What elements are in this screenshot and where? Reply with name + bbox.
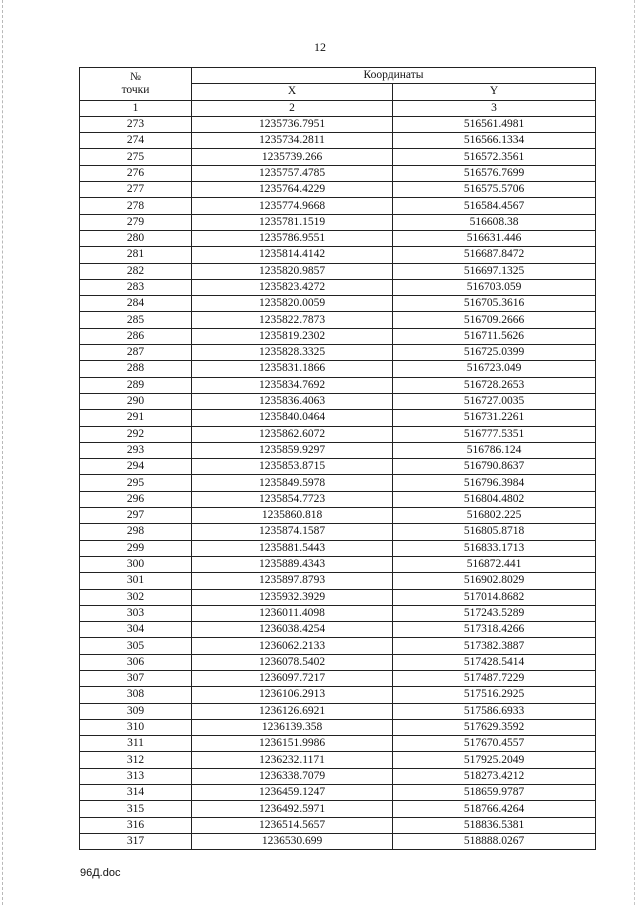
table-row (80, 230, 596, 246)
y-coordinate-cell: 516805.8718 (393, 524, 596, 540)
scan-edge-right (634, 0, 636, 905)
table-row (80, 279, 596, 295)
point-number-cell: 315 (80, 801, 192, 817)
point-number-cell: 294 (80, 459, 192, 475)
y-coordinate-cell: 516872.441 (393, 556, 596, 572)
table-row (80, 817, 596, 833)
table-row (80, 833, 596, 849)
point-number-cell: 299 (80, 540, 192, 556)
x-coordinate-cell: 1236492.5971 (192, 801, 393, 817)
point-number-cell: 286 (80, 328, 192, 344)
y-coordinate-cell: 516687.8472 (393, 247, 596, 263)
point-number-cell: 301 (80, 573, 192, 589)
coordinates-header: Координаты (192, 68, 596, 84)
table-row (80, 214, 596, 230)
y-coordinate-cell: 516709.2666 (393, 312, 596, 328)
y-coordinate-cell: 516572.3561 (393, 149, 596, 165)
y-header: Y (393, 84, 596, 100)
point-number-cell: 300 (80, 556, 192, 572)
y-coordinate-cell: 516705.3616 (393, 296, 596, 312)
x-coordinate-cell: 1236459.1247 (192, 785, 393, 801)
point-number-cell: 290 (80, 393, 192, 409)
x-coordinate-cell: 1236062.2133 (192, 638, 393, 654)
y-coordinate-cell: 517586.6933 (393, 703, 596, 719)
y-coordinate-cell: 517487.7229 (393, 670, 596, 686)
y-coordinate-cell: 516723.049 (393, 361, 596, 377)
table-row (80, 345, 596, 361)
x-coordinate-cell: 1235757.4785 (192, 165, 393, 181)
coordinates-table (79, 67, 596, 850)
table-row (80, 247, 596, 263)
table-row (80, 442, 596, 458)
table-row (80, 540, 596, 556)
x-coordinate-cell: 1236011.4098 (192, 605, 393, 621)
point-number-cell: 316 (80, 817, 192, 833)
point-number-cell: 310 (80, 719, 192, 735)
x-coordinate-cell: 1235859.9297 (192, 442, 393, 458)
y-coordinate-cell: 517014.8682 (393, 589, 596, 605)
y-coordinate-cell: 517516.2925 (393, 687, 596, 703)
x-coordinate-cell: 1235862.6072 (192, 426, 393, 442)
point-number-cell: 302 (80, 589, 192, 605)
table-row (80, 719, 596, 735)
y-coordinate-cell: 518273.4212 (393, 768, 596, 784)
scan-edge-left (2, 0, 4, 905)
table-row (80, 182, 596, 198)
column-index-2: 2 (192, 100, 393, 116)
x-coordinate-cell: 1235897.8793 (192, 573, 393, 589)
point-number-cell: 309 (80, 703, 192, 719)
point-number-cell: 306 (80, 654, 192, 670)
table-row (80, 263, 596, 279)
y-coordinate-cell: 516777.5351 (393, 426, 596, 442)
table-row (80, 736, 596, 752)
x-coordinate-cell: 1235823.4272 (192, 279, 393, 295)
point-number-cell: 282 (80, 263, 192, 279)
table-row (80, 801, 596, 817)
y-coordinate-cell: 516697.1325 (393, 263, 596, 279)
table-row (80, 475, 596, 491)
table-row (80, 703, 596, 719)
x-coordinate-cell: 1235819.2302 (192, 328, 393, 344)
table-row (80, 116, 596, 132)
x-coordinate-cell: 1236126.6921 (192, 703, 393, 719)
table-row (80, 312, 596, 328)
table-row (80, 605, 596, 621)
point-number-cell: 313 (80, 768, 192, 784)
y-coordinate-cell: 516802.225 (393, 508, 596, 524)
table-row (80, 133, 596, 149)
point-number-cell: 274 (80, 133, 192, 149)
y-coordinate-cell: 516833.1713 (393, 540, 596, 556)
table-row (80, 638, 596, 654)
x-coordinate-cell: 1235834.7692 (192, 377, 393, 393)
x-coordinate-cell: 1235932.3929 (192, 589, 393, 605)
x-coordinate-cell: 1235764.4229 (192, 182, 393, 198)
x-coordinate-cell: 1235822.7873 (192, 312, 393, 328)
y-coordinate-cell: 516584.4567 (393, 198, 596, 214)
x-coordinate-cell: 1235734.2811 (192, 133, 393, 149)
table-row (80, 149, 596, 165)
y-coordinate-cell: 516631.446 (393, 230, 596, 246)
point-number-cell: 296 (80, 491, 192, 507)
point-number-cell: 307 (80, 670, 192, 686)
y-coordinate-cell: 516575.5706 (393, 182, 596, 198)
x-coordinate-cell: 1235874.1587 (192, 524, 393, 540)
footer-filename: 96Д.doc (80, 867, 121, 879)
y-coordinate-cell: 516796.3984 (393, 475, 596, 491)
table-row (80, 670, 596, 686)
page-number: 12 (314, 40, 326, 54)
point-number-cell: 295 (80, 475, 192, 491)
x-coordinate-cell: 1236078.5402 (192, 654, 393, 670)
y-coordinate-cell: 517382.3887 (393, 638, 596, 654)
table-row (80, 589, 596, 605)
y-coordinate-cell: 518659.9787 (393, 785, 596, 801)
point-number-cell: 283 (80, 279, 192, 295)
point-number-cell: 277 (80, 182, 192, 198)
x-coordinate-cell: 1235814.4142 (192, 247, 393, 263)
column-index-1: 1 (80, 100, 192, 116)
x-coordinate-cell: 1236106.2913 (192, 687, 393, 703)
y-coordinate-cell: 518836.5381 (393, 817, 596, 833)
y-coordinate-cell: 517925.2049 (393, 752, 596, 768)
point-number-cell: 312 (80, 752, 192, 768)
y-coordinate-cell: 516786.124 (393, 442, 596, 458)
y-coordinate-cell: 517318.4266 (393, 622, 596, 638)
point-number-cell: 314 (80, 785, 192, 801)
point-number-cell: 305 (80, 638, 192, 654)
x-coordinate-cell: 1235889.4343 (192, 556, 393, 572)
y-coordinate-cell: 516804.4802 (393, 491, 596, 507)
point-number-cell: 288 (80, 361, 192, 377)
table-row (80, 508, 596, 524)
point-number-header-line1: № (130, 70, 141, 83)
table-row (80, 410, 596, 426)
x-coordinate-cell: 1235739.266 (192, 149, 393, 165)
y-coordinate-cell: 516731.2261 (393, 410, 596, 426)
table-row (80, 361, 596, 377)
point-number-cell: 273 (80, 116, 192, 132)
x-coordinate-cell: 1235820.9857 (192, 263, 393, 279)
point-number-cell: 292 (80, 426, 192, 442)
column-index-row (80, 100, 596, 116)
y-coordinate-cell: 518888.0267 (393, 833, 596, 849)
point-number-cell: 297 (80, 508, 192, 524)
x-coordinate-cell: 1235828.3325 (192, 345, 393, 361)
table-row (80, 198, 596, 214)
y-coordinate-cell: 516703.059 (393, 279, 596, 295)
point-number-header (80, 68, 192, 101)
table-row (80, 491, 596, 507)
x-coordinate-cell: 1235881.5443 (192, 540, 393, 556)
x-coordinate-cell: 1236232.1171 (192, 752, 393, 768)
y-coordinate-cell: 516561.4981 (393, 116, 596, 132)
x-coordinate-cell: 1235836.4063 (192, 393, 393, 409)
x-coordinate-cell: 1236151.9986 (192, 736, 393, 752)
point-number-cell: 291 (80, 410, 192, 426)
table-row (80, 165, 596, 181)
y-coordinate-cell: 516608.38 (393, 214, 596, 230)
x-coordinate-cell: 1235860.818 (192, 508, 393, 524)
point-number-cell: 275 (80, 149, 192, 165)
y-coordinate-cell: 516711.5626 (393, 328, 596, 344)
y-coordinate-cell: 516576.7699 (393, 165, 596, 181)
table-row (80, 768, 596, 784)
point-number-cell: 279 (80, 214, 192, 230)
table-row (80, 328, 596, 344)
table-row (80, 622, 596, 638)
y-coordinate-cell: 516790.8637 (393, 459, 596, 475)
point-number-cell: 278 (80, 198, 192, 214)
x-coordinate-cell: 1236097.7217 (192, 670, 393, 686)
x-coordinate-cell: 1235774.9668 (192, 198, 393, 214)
y-coordinate-cell: 516727.0035 (393, 393, 596, 409)
table-row (80, 459, 596, 475)
coordinates-table-body (80, 116, 596, 849)
point-number-cell: 276 (80, 165, 192, 181)
point-number-cell: 298 (80, 524, 192, 540)
point-number-cell: 287 (80, 345, 192, 361)
table-row (80, 426, 596, 442)
table-row (80, 377, 596, 393)
x-coordinate-cell: 1236038.4254 (192, 622, 393, 638)
point-number-cell: 280 (80, 230, 192, 246)
point-number-cell: 304 (80, 622, 192, 638)
y-coordinate-cell: 517670.4557 (393, 736, 596, 752)
y-coordinate-cell: 516902.8029 (393, 573, 596, 589)
point-number-cell: 284 (80, 296, 192, 312)
y-coordinate-cell: 517243.5289 (393, 605, 596, 621)
x-coordinate-cell: 1236530.699 (192, 833, 393, 849)
x-coordinate-cell: 1235849.5978 (192, 475, 393, 491)
point-number-cell: 303 (80, 605, 192, 621)
table-row (80, 393, 596, 409)
point-number-cell: 311 (80, 736, 192, 752)
point-number-cell: 317 (80, 833, 192, 849)
table-row (80, 524, 596, 540)
point-number-cell: 285 (80, 312, 192, 328)
table-row (80, 687, 596, 703)
x-coordinate-cell: 1235840.0464 (192, 410, 393, 426)
x-coordinate-cell: 1236514.5657 (192, 817, 393, 833)
table-row (80, 752, 596, 768)
table-row (80, 573, 596, 589)
y-coordinate-cell: 517629.3592 (393, 719, 596, 735)
x-header: X (192, 84, 393, 100)
x-coordinate-cell: 1235820.0059 (192, 296, 393, 312)
header-row-top (80, 68, 596, 84)
point-number-cell: 289 (80, 377, 192, 393)
y-coordinate-cell: 517428.5414 (393, 654, 596, 670)
point-number-cell: 293 (80, 442, 192, 458)
table-row (80, 296, 596, 312)
y-coordinate-cell: 518766.4264 (393, 801, 596, 817)
table-row (80, 785, 596, 801)
y-coordinate-cell: 516566.1334 (393, 133, 596, 149)
x-coordinate-cell: 1235736.7951 (192, 116, 393, 132)
x-coordinate-cell: 1236139.358 (192, 719, 393, 735)
x-coordinate-cell: 1235786.9551 (192, 230, 393, 246)
table-row (80, 654, 596, 670)
point-number-header-line2: точки (121, 83, 150, 96)
table-row (80, 556, 596, 572)
point-number-cell: 308 (80, 687, 192, 703)
point-number-cell: 281 (80, 247, 192, 263)
y-coordinate-cell: 516728.2653 (393, 377, 596, 393)
x-coordinate-cell: 1235854.7723 (192, 491, 393, 507)
x-coordinate-cell: 1235781.1519 (192, 214, 393, 230)
y-coordinate-cell: 516725.0399 (393, 345, 596, 361)
x-coordinate-cell: 1236338.7079 (192, 768, 393, 784)
x-coordinate-cell: 1235831.1866 (192, 361, 393, 377)
column-index-3: 3 (393, 100, 596, 116)
x-coordinate-cell: 1235853.8715 (192, 459, 393, 475)
